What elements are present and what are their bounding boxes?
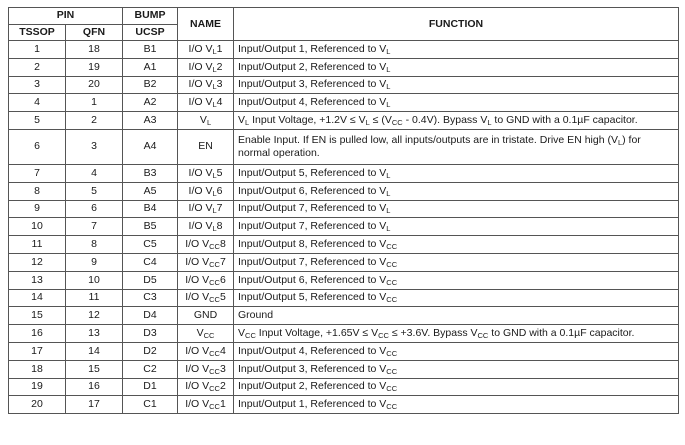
cell-ucsp: A3: [123, 112, 178, 130]
header-pin: PIN: [9, 8, 123, 25]
cell-ucsp: A2: [123, 94, 178, 112]
cell-function: Ground: [234, 307, 679, 325]
cell-name: I/O $V_L3$: [178, 76, 234, 94]
table-row: [9, 164, 679, 182]
pin-rows: [9, 41, 679, 414]
cell-function: Input/Output 4, Referenced to $V_L$: [234, 94, 679, 112]
cell-tssop: 14: [9, 289, 66, 307]
table-row: [9, 94, 679, 112]
cell-qfn: 8: [66, 236, 123, 254]
cell-tssop: 7: [9, 164, 66, 182]
cell-ucsp: A1: [123, 58, 178, 76]
table-row: [9, 218, 679, 236]
cell-name: I/O $V_{CC}6$: [178, 271, 234, 289]
cell-name: I/O $V_{CC}7$: [178, 253, 234, 271]
cell-tssop: 10: [9, 218, 66, 236]
cell-qfn: 11: [66, 289, 123, 307]
cell-name: I/O $V_L5$: [178, 164, 234, 182]
cell-ucsp: A4: [123, 129, 178, 164]
cell-qfn: 16: [66, 378, 123, 396]
table-row: [9, 236, 679, 254]
cell-tssop: 17: [9, 342, 66, 360]
cell-qfn: 20: [66, 76, 123, 94]
cell-qfn: 6: [66, 200, 123, 218]
cell-function: Input/Output 5, Referenced to $V_{CC}$: [234, 289, 679, 307]
cell-ucsp: C2: [123, 360, 178, 378]
cell-ucsp: D5: [123, 271, 178, 289]
cell-function: Input/Output 6, Referenced to $V_L$: [234, 182, 679, 200]
cell-tssop: 16: [9, 325, 66, 343]
cell-function: $V_{CC}$ Input Voltage, $+1.65V \le V_{CC} \le +3.6V$. Bypass $V_{CC}$ to GND with a 0.1µF capacitor.: [234, 325, 679, 343]
cell-function: Input/Output 2, Referenced to $V_{CC}$: [234, 378, 679, 396]
cell-name: $V_L$: [178, 112, 234, 130]
table-row: [9, 200, 679, 218]
cell-ucsp: C5: [123, 236, 178, 254]
cell-function: Input/Output 7, Referenced to $V_L$: [234, 200, 679, 218]
header-qfn: QFN: [66, 24, 123, 41]
cell-ucsp: B2: [123, 76, 178, 94]
cell-qfn: 4: [66, 164, 123, 182]
cell-name: I/O $V_{CC}1$: [178, 396, 234, 414]
cell-name: I/O $V_{CC}2$: [178, 378, 234, 396]
cell-name: I/O $V_L6$: [178, 182, 234, 200]
table-row: [9, 307, 679, 325]
cell-qfn: 5: [66, 182, 123, 200]
cell-ucsp: D2: [123, 342, 178, 360]
cell-ucsp: D1: [123, 378, 178, 396]
table-row: [9, 41, 679, 59]
table-row: [9, 76, 679, 94]
cell-tssop: 5: [9, 112, 66, 130]
cell-function: $V_L$ Input Voltage, $+1.2V \le V_L \le (V_{CC} - 0.4V)$. Bypass $V_L$ to GND with a 0.1µF capacitor.: [234, 112, 679, 130]
cell-ucsp: D4: [123, 307, 178, 325]
cell-function: Input/Output 4, Referenced to $V_{CC}$: [234, 342, 679, 360]
cell-name: GND: [178, 307, 234, 325]
cell-qfn: 18: [66, 41, 123, 59]
cell-ucsp: C3: [123, 289, 178, 307]
cell-ucsp: B5: [123, 218, 178, 236]
cell-tssop: 15: [9, 307, 66, 325]
cell-function: Input/Output 6, Referenced to $V_{CC}$: [234, 271, 679, 289]
table-row: [9, 289, 679, 307]
cell-function: Input/Output 2, Referenced to $V_L$: [234, 58, 679, 76]
cell-tssop: 11: [9, 236, 66, 254]
cell-ucsp: B3: [123, 164, 178, 182]
cell-function: Input/Output 1, Referenced to $V_L$: [234, 41, 679, 59]
cell-qfn: 19: [66, 58, 123, 76]
table-row: [9, 325, 679, 343]
cell-name: I/O $V_L4$: [178, 94, 234, 112]
cell-name: I/O $V_{CC}4$: [178, 342, 234, 360]
cell-function: Input/Output 1, Referenced to $V_{CC}$: [234, 396, 679, 414]
header-function: FUNCTION: [234, 8, 679, 41]
cell-name: I/O $V_{CC}3$: [178, 360, 234, 378]
cell-name: I/O $V_L2$: [178, 58, 234, 76]
cell-ucsp: B4: [123, 200, 178, 218]
cell-qfn: 13: [66, 325, 123, 343]
cell-name: I/O $V_{CC}8$: [178, 236, 234, 254]
cell-qfn: 9: [66, 253, 123, 271]
pin-description-table: [8, 7, 679, 414]
cell-qfn: 17: [66, 396, 123, 414]
cell-function: Input/Output 7, Referenced to $V_{CC}$: [234, 253, 679, 271]
cell-name: I/O $V_L7$: [178, 200, 234, 218]
cell-name: $V_{CC}$: [178, 325, 234, 343]
table-row: [9, 129, 679, 164]
header-tssop: TSSOP: [9, 24, 66, 41]
cell-qfn: 7: [66, 218, 123, 236]
cell-function: Input/Output 3, Referenced to $V_{CC}$: [234, 360, 679, 378]
table-row: [9, 58, 679, 76]
cell-tssop: 19: [9, 378, 66, 396]
cell-qfn: 3: [66, 129, 123, 164]
cell-qfn: 2: [66, 112, 123, 130]
cell-tssop: 8: [9, 182, 66, 200]
header-ucsp: UCSP: [123, 24, 178, 41]
cell-qfn: 10: [66, 271, 123, 289]
cell-tssop: 1: [9, 41, 66, 59]
cell-function: Enable Input. If EN is pulled low, all inputs/outputs are in tristate. Drive EN high $(V_L)$ for normal operation.: [234, 129, 679, 164]
table-row: [9, 271, 679, 289]
cell-ucsp: C4: [123, 253, 178, 271]
table-row: [9, 253, 679, 271]
table-row: [9, 378, 679, 396]
table-row: [9, 396, 679, 414]
table-row: [9, 112, 679, 130]
header-bump: BUMP: [123, 8, 178, 25]
header-row-1: [9, 8, 679, 25]
cell-tssop: 12: [9, 253, 66, 271]
table-row: [9, 182, 679, 200]
cell-tssop: 3: [9, 76, 66, 94]
cell-name: I/O $V_L1$: [178, 41, 234, 59]
cell-ucsp: D3: [123, 325, 178, 343]
cell-qfn: 12: [66, 307, 123, 325]
cell-tssop: 9: [9, 200, 66, 218]
cell-tssop: 18: [9, 360, 66, 378]
cell-function: Input/Output 7, Referenced to $V_L$: [234, 218, 679, 236]
cell-name: I/O $V_L8$: [178, 218, 234, 236]
cell-tssop: 2: [9, 58, 66, 76]
cell-function: Input/Output 8, Referenced to $V_{CC}$: [234, 236, 679, 254]
cell-function: Input/Output 5, Referenced to $V_L$: [234, 164, 679, 182]
cell-qfn: 15: [66, 360, 123, 378]
cell-tssop: 20: [9, 396, 66, 414]
cell-ucsp: B1: [123, 41, 178, 59]
cell-tssop: 4: [9, 94, 66, 112]
cell-name: EN: [178, 129, 234, 164]
cell-qfn: 14: [66, 342, 123, 360]
cell-ucsp: C1: [123, 396, 178, 414]
cell-tssop: 13: [9, 271, 66, 289]
cell-name: I/O $V_{CC}5$: [178, 289, 234, 307]
table-row: [9, 360, 679, 378]
cell-qfn: 1: [66, 94, 123, 112]
cell-ucsp: A5: [123, 182, 178, 200]
cell-function: Input/Output 3, Referenced to $V_L$: [234, 76, 679, 94]
cell-tssop: 6: [9, 129, 66, 164]
table-row: [9, 342, 679, 360]
header-name: NAME: [178, 8, 234, 41]
